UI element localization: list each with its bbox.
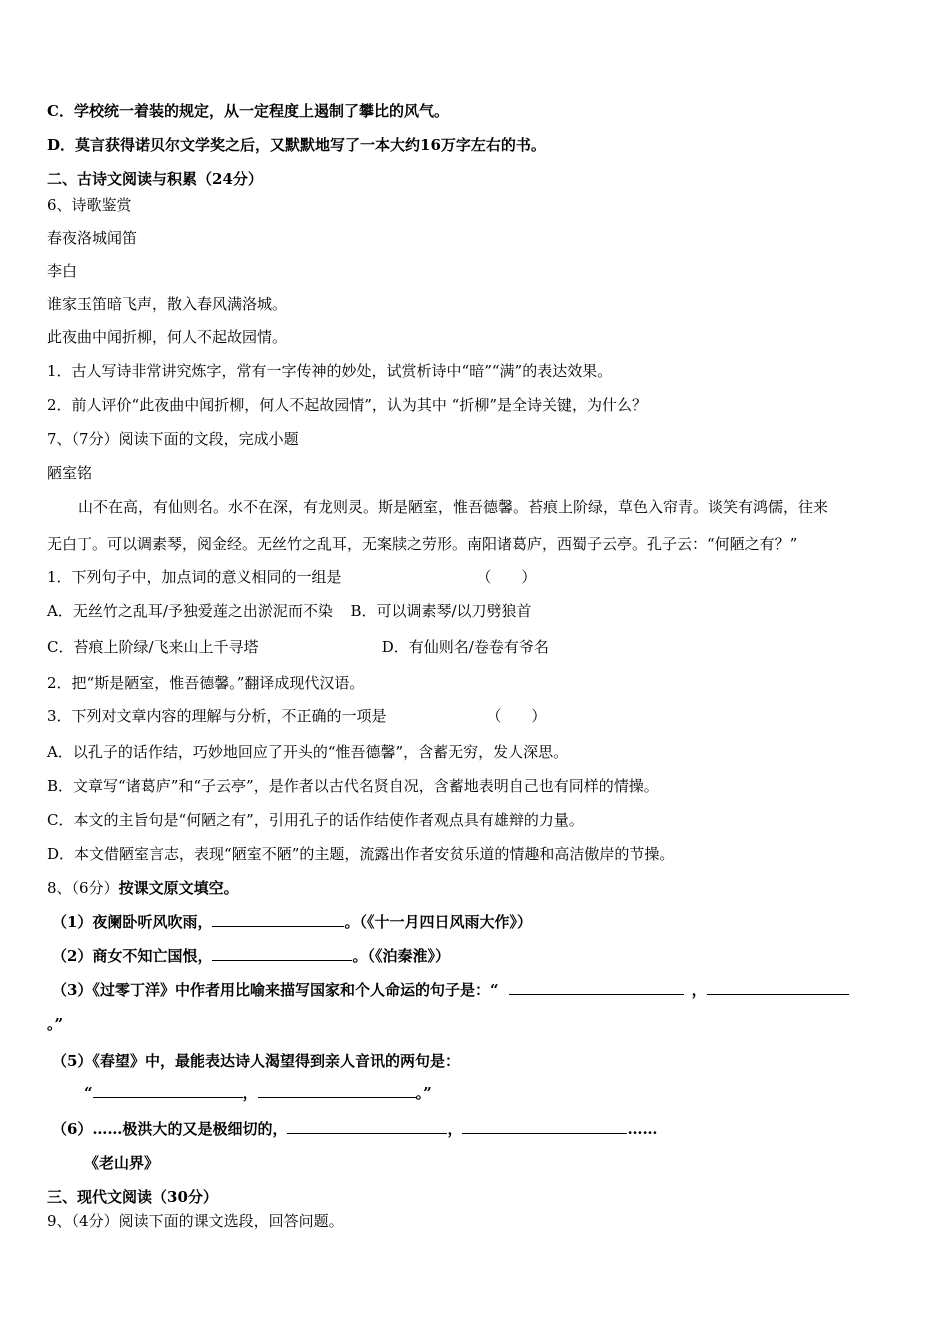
option-d: D．有仙则名/卷卷有爷名 bbox=[381, 638, 549, 656]
question-8-title bbox=[47, 877, 239, 899]
poem-title: 春夜洛城闻笛 bbox=[47, 229, 138, 247]
question-7-3 bbox=[47, 705, 546, 727]
poem-line-1: 谁家玉笛暗飞声，散入春风满洛城。 bbox=[47, 295, 288, 313]
poem-line-2: 此夜曲中闻折柳，何人不起故园情。 bbox=[47, 328, 288, 346]
q8-1-source: 。（《十一月四日风雨大作》） bbox=[344, 913, 532, 931]
q8-6-end: …… bbox=[627, 1120, 658, 1138]
answer-paren: （ ） bbox=[476, 568, 537, 586]
question-7-3-option-b: B．文章写“诸葛庐”和“子云亭”，是作者以古代名贤自况，含蓄地表明自己也有同样的情操。 bbox=[47, 777, 659, 795]
q8-5-end: 。” bbox=[415, 1084, 432, 1102]
question-7-1-options-cd bbox=[47, 636, 549, 658]
poem-author: 李白 bbox=[47, 262, 78, 280]
passage-line-1: 山不在高，有仙则名。水不在深，有龙则灵。斯是陋室，惟吾德馨。苔痕上阶绿，草色入帘青。谈笑有鸿儒，往来 bbox=[78, 498, 829, 516]
question-8-1 bbox=[52, 911, 532, 933]
question-7-1-text: 1．下列句子中，加点词的意义相同的一组是 bbox=[47, 568, 342, 586]
question-9-title: 9、（4分）阅读下面的课文选段，回答问题。 bbox=[47, 1212, 344, 1230]
fill-blank[interactable] bbox=[462, 1119, 627, 1134]
text-title: 陋室铭 bbox=[47, 464, 93, 482]
q8-2-text: （2）商女不知亡国恨， bbox=[52, 947, 213, 965]
q8-3-text: （3）《过零丁洋》中作者用比喻来描写国家和个人命运的句子是：“ bbox=[52, 981, 499, 999]
section-2-heading: 二、古诗文阅读与积累（24分） bbox=[47, 170, 263, 188]
question-8-instruction: 按课文原文填空。 bbox=[118, 879, 239, 897]
question-8-3 bbox=[52, 979, 849, 1001]
question-8-6 bbox=[52, 1118, 657, 1140]
question-7-title: 7、（7分）阅读下面的文段，完成小题 bbox=[47, 430, 299, 448]
option-c: C．苔痕上阶绿/飞来山上千寻塔 bbox=[47, 638, 259, 656]
question-7-2: 2．把“斯是陋室，惟吾德馨。”翻译成现代汉语。 bbox=[47, 674, 365, 692]
q8-5-comma: ， bbox=[242, 1084, 258, 1102]
question-8-3-end: 。” bbox=[47, 1015, 64, 1033]
fill-blank[interactable] bbox=[212, 946, 352, 961]
question-7-3-option-a: A．以孔子的话作结，巧妙地回应了开头的“惟吾德馨”，含蓄无穷，发人深思。 bbox=[47, 743, 569, 761]
question-7-1-options-ab bbox=[47, 600, 532, 622]
q8-3-comma: ， bbox=[691, 981, 707, 999]
passage-line-2: 无白丁。可以调素琴，阅金经。无丝竹之乱耳，无案牍之劳形。南阳诸葛庐，西蜀子云亭。孔子云：“何陋之有？” bbox=[47, 535, 798, 553]
question-7-3-option-c: C．本文的主旨句是“何陋之有”，引用孔子的话作结使作者观点具有雄辩的力量。 bbox=[47, 811, 584, 829]
q8-6-comma: ， bbox=[447, 1120, 463, 1138]
q8-5-open: “ bbox=[84, 1084, 93, 1102]
fill-blank[interactable] bbox=[509, 980, 684, 995]
q8-1-text: （1）夜阑卧听风吹雨， bbox=[52, 913, 213, 931]
question-6-1: 1．古人写诗非常讲究炼字，常有一字传神的妙处，试赏析诗中“暗”“满”的表达效果。 bbox=[47, 362, 613, 380]
question-8-5-blanks bbox=[84, 1082, 432, 1104]
option-d-line: D．莫言获得诺贝尔文学奖之后，又默默地写了一本大约16万字左右的书。 bbox=[47, 136, 546, 154]
question-6-title: 6、诗歌鉴赏 bbox=[47, 196, 132, 214]
answer-paren: （ ） bbox=[486, 707, 547, 725]
question-7-3-option-d: D．本文借陋室言志，表现“陋室不陋”的主题，流露出作者安贫乐道的情趣和高洁傲岸的节操。 bbox=[47, 845, 675, 863]
q8-2-source: 。（《泊秦淮》） bbox=[352, 947, 450, 965]
option-b: B．可以调素琴/以刀劈狼首 bbox=[350, 602, 532, 620]
question-7-3-text: 3．下列对文章内容的理解与分析，不正确的一项是 bbox=[47, 707, 387, 725]
question-8-6-source: 《老山界》 bbox=[84, 1154, 160, 1172]
fill-blank[interactable] bbox=[212, 912, 344, 927]
option-c-line: C．学校统一着装的规定，从一定程度上遏制了攀比的风气。 bbox=[47, 102, 449, 120]
fill-blank[interactable] bbox=[287, 1119, 447, 1134]
question-6-2: 2．前人评价“此夜曲中闻折柳，何人不起故园情”，认为其中 “折柳”是全诗关键，为什么？ bbox=[47, 396, 647, 414]
question-8-number: 8、（6分） bbox=[47, 879, 119, 897]
section-3-heading: 三、现代文阅读（30分） bbox=[47, 1188, 218, 1206]
question-8-5: （5）《春望》中，最能表达诗人渴望得到亲人音讯的两句是： bbox=[52, 1052, 460, 1070]
fill-blank[interactable] bbox=[258, 1083, 416, 1098]
option-a: A．无丝竹之乱耳/予独爱莲之出淤泥而不染 bbox=[47, 602, 333, 620]
fill-blank[interactable] bbox=[707, 980, 849, 995]
fill-blank[interactable] bbox=[93, 1083, 243, 1098]
question-8-2 bbox=[52, 945, 450, 967]
q8-6-text: （6）……极洪大的又是极细切的， bbox=[52, 1120, 288, 1138]
question-7-1 bbox=[47, 566, 536, 588]
